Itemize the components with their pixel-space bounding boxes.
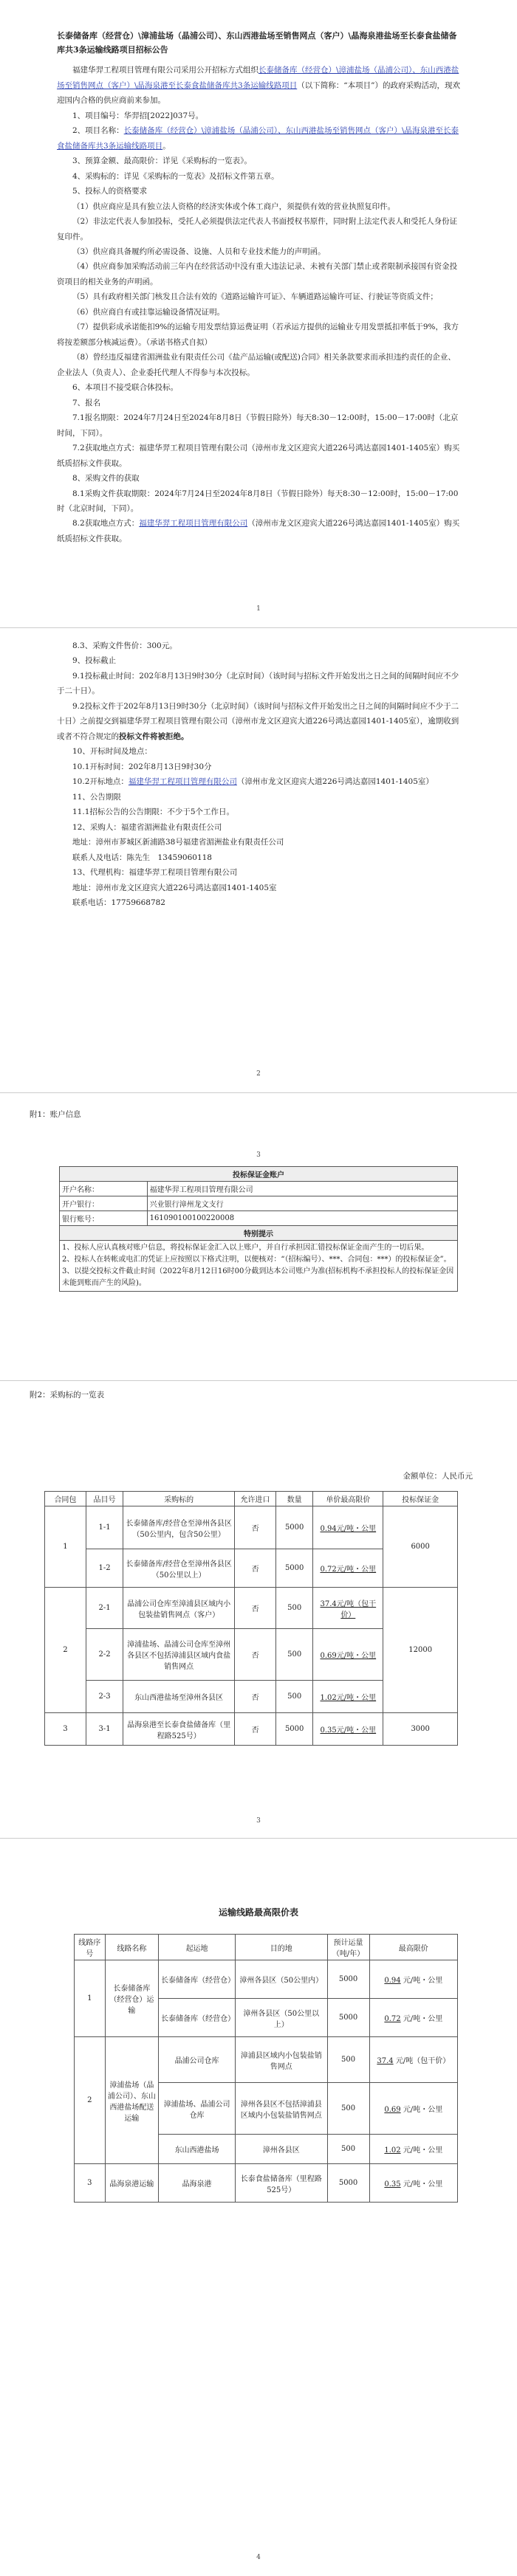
- table-row: 1 1-1 长泰储备库/经营仓至漳州各县区（50公里内，包含50公里） 否 5000 0.94元/吨・公里 6000: [45, 1506, 458, 1549]
- qualification-7: （7）提供彩成承诺能扣9%的运输专用发票结算运费证明（若承运方提供的运输业专用发票抵扣率低于9%，我方将按差额部分核减运费）。（承诺书格式自拟）: [57, 323, 459, 347]
- registration-period: 7.1报名期限：2024年7月24日至2024年8月8日（节假日除外）每天8:30－12:00时，15:00－17:00时（北京时间，下同）。: [57, 413, 459, 438]
- agency-address: 地址：漳州市龙文区迎宾大道226号鸿达嘉园1401-1405室: [72, 883, 277, 892]
- table-row: 1-2 长泰储备库/经营仓至漳州各县区（50公里以上） 否 5000 0.72元/吨・公里: [45, 1549, 458, 1588]
- registration-heading: 7、报名: [72, 398, 101, 407]
- max-price-title: 运输线路最高限价表: [218, 1907, 298, 1918]
- subject-table: 合同包 品目号 采购标的 允许进口 数量 单价最高限价 投标保证金 1 1-1 长泰储备库/经营仓至漳州各县区（50公里内，包含50公里） 否 5000 0.94元/吨・公里 6000 1-2 长泰储备库/经营仓至漳州各县区（50公里以上） 否 5000 0.72元/吨・公里 2 2-1 晶浦公司仓库至漳浦县区域内小包装盐销售网点（客户） 否 500 37.4元/吨（包干价） 12000 2-2 漳浦盐场、晶浦公司仓库至漳州各县区不包括漳浦县区域内食盐销售网点 否 500 0.69元/吨・公里 2-3 东山西港盐场至漳州各县区 否 500 1.02元/吨・公里 3 3-1 晶海泉港至长泰食盐储备库（里程路525号） 否 5000 0.35元/吨・公里 3000: [44, 1491, 458, 1746]
- document-period: 8.1采购文件获取期限：2024年7月24日至2024年8月8日（节假日除外）每天8:30－12:00时，15:00－17:00时（北京时间，下同）。: [57, 489, 459, 513]
- notice-period: 11.1招标公告的公告期限：不少于5个工作日。: [72, 807, 235, 817]
- page-number: 3: [256, 1151, 261, 1159]
- purchaser-address: 地址：漳州市芗城区新浦路38号福建省湄洲盐业有限责任公司: [72, 838, 284, 847]
- qualification-1: （1）供应商应是具有独立法人资格的经济实体或个体工商户，须提供有效的营业执照复印件。: [72, 202, 396, 211]
- document-heading: 8、采购文件的获取: [72, 474, 140, 483]
- purchaser: 12、采购人：福建省湄洲盐业有限责任公司: [72, 822, 222, 832]
- deadline-time: 9.1投标截止时间：202年8月13日9时30分（北京时间）（该时间与招标文件开始发出之日之间的间隔时间应不少于二十日）。: [57, 671, 459, 696]
- max-price-table: 线路序号 线路名称 起运地 目的地 预计运量（吨/年） 最高限价 1 长泰储备库（经营仓）运输 长泰储备库（经营仓） 漳州各县区（50公里内） 5000 0.94 元/吨・公里 长泰储备库（经营仓） 漳州各县区（50公里以上） 5000 0.72 元/吨・公里 2 漳浦盐场（晶浦公司）、东山西港盐场配送运输 晶浦公司仓库 漳浦县区域内小包装盐销售网点 500 37.4 元/吨（包干价） 漳浦盐场、晶浦公司仓库 漳州各县区不包括漳浦县区域内小包装盐销售网点 500 0.69 元/吨・公里 东山西港盐场 漳州各县区 500 1.02 元/吨・公里 3 晶海泉港运输 晶海泉港 长泰食盐储备库（里程路525号） 5000 0.35 元/吨・公里: [74, 1934, 458, 2203]
- page-number: 4: [256, 2554, 261, 2561]
- page-number: 3: [256, 1817, 261, 1825]
- intro-paragraph: 福建华羿工程项目管理有限公司采用公开招标方式组织长泰储备库（经营仓）\漳浦盐场（晶浦公司）、东山西港盐场至销售网点（客户）\晶海泉港至长泰食盐储备库共3条运输线路项目（以下简称：“本项目”）的政府采购活动，现欢迎国内合格的供应商前来参加。: [57, 66, 460, 106]
- opening-heading: 10、开标时间及地点：: [72, 747, 152, 757]
- budget-line: 3、预算金额、最高限价：详见《采购标的一览表》。: [72, 156, 252, 166]
- tips-content: 1、投标人应认真核对账户信息，将投标保证金汇入以上账户，并自行承担因汇错投标保证金而产生的一切后果。 2、投标人在转帐或电汇的凭证上应按照以下格式注明，以便核对：“（招标编号）、***、合同包：***）的投标保证金”。 3、以提交投标文件截止时间（2022年8月12日16时00分截到达本公司账户为准(招标机构不承担投标人的投标保证金因未能到账而产生的风险)。: [60, 1241, 458, 1292]
- qualification-2: （2）非法定代表人参加投标，受托人必须提供法定代表人书面授权书原件，同时附上法定代表人和受托人身份证复印件。: [57, 217, 458, 241]
- purchaser-contact: 联系人及电话：陈先生 13459060118: [72, 853, 212, 862]
- qualification-4: （4）供应商参加采购活动前三年内在经营活动中没有重大违法记录、未被有关部门禁止或者限制承接国有资金投资项目的相关业务的声明函。: [57, 262, 458, 286]
- table-row: 漳浦盐场、晶浦公司仓库 漳州各县区不包括漳浦县区域内小包装盐销售网点 500 0.69 元/吨・公里: [75, 2083, 458, 2135]
- deadline-submission: 9.2投标文件于202年8月13日9时30分（北京时间）（该时间与招标文件开始发出之日之间的间隔时间应不少于二十日）之前提交到福建华羿工程项目管理有限公司（漳州市龙文区迎宾大道226号鸿达嘉园1401-1405室），逾期收到或者不符合规定的投标文件将被拒绝。: [57, 701, 459, 741]
- no-consortium: 6、本项目不接受联合体投标。: [72, 383, 179, 393]
- qualification-5: （5）具有政府相关部门核发且合法有效的《道路运输许可证》、车辆道路运输许可证、行驶证等资质文件；: [72, 292, 438, 302]
- account-table-title: 投标保证金账户: [60, 1167, 458, 1182]
- table-row: 长泰储备库（经营仓） 漳州各县区（50公里以上） 5000 0.72 元/吨・公里: [75, 1999, 458, 2037]
- currency-unit: 金额单位：人民币元: [403, 1472, 473, 1481]
- opening-place: 10.2开标地点：福建华羿工程项目管理有限公司（漳州市龙文区迎宾大道226号鸿达嘉园1401-1405室）: [72, 777, 434, 787]
- qualification-heading: 5、投标人的资格要求: [72, 187, 148, 196]
- table-row: 1 长泰储备库（经营仓）运输 长泰储备库（经营仓） 漳州各县区（50公里内） 5000 0.94 元/吨・公里: [75, 1960, 458, 1999]
- account-table: [59, 1166, 458, 1292]
- page-number: 2: [256, 1070, 261, 1078]
- table-row: 2 2-1 晶浦公司仓库至漳浦县区域内小包装盐销售网点（客户） 否 500 37.4元/吨（包干价） 12000: [45, 1588, 458, 1629]
- document-price: 8.3、采购文件售价：300元。: [72, 641, 177, 650]
- agency-contact: 联系电话：17759668782: [72, 898, 165, 907]
- table-row: 2 漳浦盐场（晶浦公司）、东山西港盐场配送运输 晶浦公司仓库 漳浦县区域内小包装盐销售网点 500 37.4 元/吨（包干价）: [75, 2037, 458, 2083]
- qualification-3: （3）供应商具备履约所必需设备、设施、人员和专业技术能力的声明函。: [72, 247, 326, 256]
- account-row: 银行账号： 161090100100220008: [60, 1211, 458, 1226]
- project-name: 2、项目名称：长泰储备库（经营仓）\漳浦盐场（晶浦公司）、东山西港盐场至销售网点（客户）\晶海泉港至长泰食盐储备库共3条运输线路项目。: [57, 126, 459, 151]
- notice-heading: 11、公告期限: [72, 792, 121, 802]
- qualification-8: （8）曾经违反福建省湄洲盐业有限责任公司《盐产品运输(或配送)合同》相关条款要求而承担违约责任的企业、企业法人（负责人）、企业委托代理人不得参与本次投标。: [57, 353, 456, 377]
- registration-place: 7.2获取地点方式：福建华羿工程项目管理有限公司（漳州市龙文区迎宾大道226号鸿达嘉园1401-1405室）购买纸质招标文件获取。: [57, 444, 460, 468]
- table-row: 3 3-1 晶海泉港至长泰食盐储备库（里程路525号） 否 5000 0.35元/吨・公里 3000: [45, 1713, 458, 1746]
- page-number: 1: [256, 605, 261, 613]
- table-row: 2-2 漳浦盐场、晶浦公司仓库至漳州各县区不包括漳浦县区域内食盐销售网点 否 500 0.69元/吨・公里: [45, 1629, 458, 1681]
- table-row: 2-3 东山西港盐场至漳州各县区 否 500 1.02元/吨・公里: [45, 1681, 458, 1713]
- project-number: 1、项目编号：华羿招[2022]037号。: [72, 111, 204, 120]
- qualification-6: （6）供应商自有或挂靠运输设备情况证明。: [72, 307, 225, 317]
- document-place: 8.2获取地点方式：福建华羿工程项目管理有限公司（漳州市龙文区迎宾大道226号鸿达嘉园1401-1405室）购买纸质招标文件获取。: [57, 519, 460, 543]
- account-heading: 附1：账户信息: [30, 1110, 81, 1119]
- notice-title: 长泰储备库（经营仓）\漳浦盐场（晶浦公司）、东山西港盐场至销售网点（客户）\晶海泉港盐场至长泰食盐储备库共3条运输线路项目招标公告: [57, 31, 457, 55]
- purchase-subject: 4、采购标的：详见《采购标的一览表》及招标文件第五章。: [72, 171, 279, 181]
- subject-list-heading: 附2：采购标的一览表: [30, 1391, 105, 1399]
- agency: 13、代理机构：福建华羿工程项目管理有限公司: [72, 868, 238, 878]
- deadline-heading: 9、投标截止: [72, 656, 117, 666]
- table-row: 东山西港盐场 漳州各县区 500 1.02 元/吨・公里: [75, 2135, 458, 2164]
- account-row: 开户名称： 福建华羿工程项目管理有限公司: [60, 1182, 458, 1196]
- tips-title: 特别提示: [60, 1226, 458, 1241]
- account-row: 开户银行： 兴业银行漳州龙文支行: [60, 1196, 458, 1211]
- table-row: 3 晶海泉港运输 晶海泉港 长泰食盐储备库（里程路525号） 5000 0.35 元/吨・公里: [75, 2164, 458, 2203]
- opening-time: 10.1开标时间：202年8月13日9时30分: [72, 762, 212, 771]
